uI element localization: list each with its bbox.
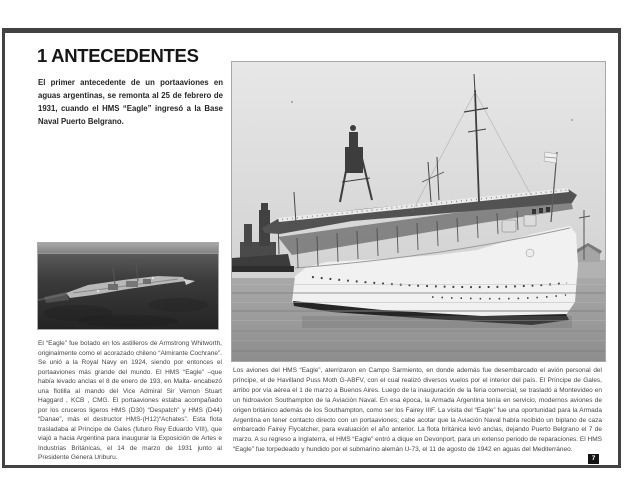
- section-title: 1 ANTECEDENTES: [37, 45, 199, 66]
- small-photo-hms-eagle-aerial: [38, 243, 218, 329]
- ship-photo-illustration: [232, 62, 605, 361]
- main-photo-hms-eagle-harbor: [232, 62, 605, 361]
- page-number-badge: 7: [588, 454, 599, 464]
- document-page: [2, 28, 621, 468]
- left-column-paragraph: El “Eagle” fue botado en los astilleros de Armstrong Whitworth, originalmente como el acorazado chileno “Almirante Cochrane”. Se unió a la Royal Navy en 1924, siendo por entonces el portaaviones más grande del mundo. El HMS “Eagle” –que había levado anclas el 8 de enero de 193, en Malta- encabezó una flotilla al mando del Vice Admiral Sir Vernon Stuart Haggard , KCB , CMG. El portaaviones estaba acompañado por los cruceros ligeros HMS (D30) “Despatch” y HMS (D44) “Danae”, más el destructor HMS-(H12)“Achates”. Esta flota trasladaba al Príncipe de Gales (futuro Rey Eduardo VIII), que viajó a hacia Argentina para inaugurar la Exposición de Artes e Industrias Británicas, el 14 de marzo de 1931 junto al Presidente Genera Uriburu.: [38, 340, 222, 461]
- aerial-ship-photo-illustration: [38, 243, 218, 329]
- bottom-paragraph: Los aviones del HMS “Eagle”, aterrizaron en Campo Sarmiento, en donde además fue desembarcado el avión personal del príncipe, el de Havilland Puss Moth G-ABFV, con el cual realizó diversos vuelos por el interior del país. El Príncipe de Gales, arribo por vía aérea el 1 de marzo a Buenos Aires. Luego de la inauguración de la feria comercial, se trasladó a Montevideo en un hidroavion Southampton de la Aviación Naval. En esa época, la Armada Argentina tenía en servicio, modernos aviones de origen británico además de los Southampton, como ser los Fairey IIIF. La visita del “Eagle” fue una oportunidad para la Armada Argentina en tener contacto directo con un portaaviones; cabe acotar que la Aviación Naval había recibido un biplano de caza embarcado Fairey Flycatcher, para evaluación el año anterior. La flota británica levó anclas, dejando Puerto Belgrano el 7 de marzo. A su regreso a Inglaterra, el HMS “Eagle” entró a dique en Devonport, para un extenso periodo de reparaciones. El HMS “Eagle” fue torpedeado y hundido por el submarino alemán U-73, el 11 de agosto de 1942 en aguas del Mediterráneo.: [233, 367, 602, 454]
- intro-paragraph: El primer antecedente de un portaaviones en aguas argentinas, se remonta al 25 de febrero de 1931, cuando el HMS “Eagle” ingresó a la Base Naval Puerto Belgrano.: [38, 78, 223, 126]
